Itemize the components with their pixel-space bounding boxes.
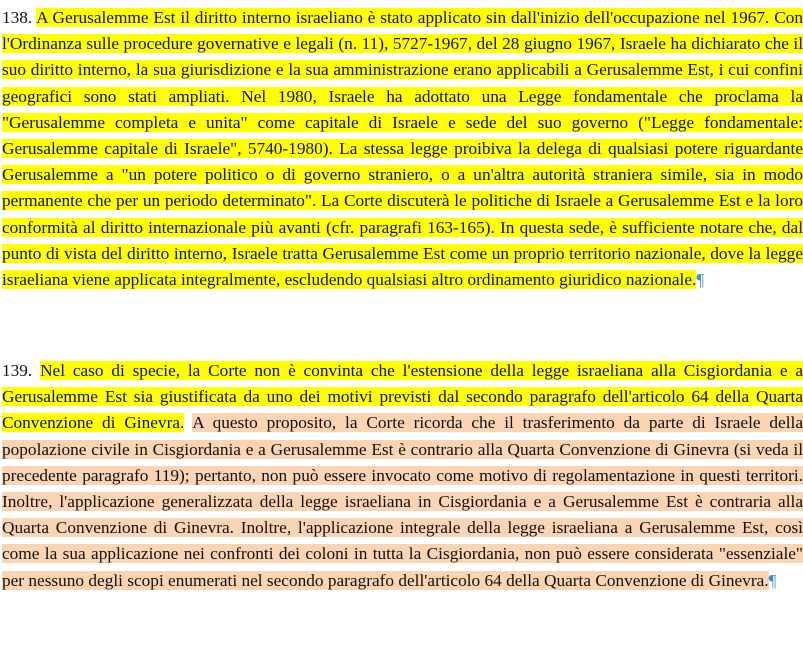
highlighted-text-yellow[interactable]: A Gerusalemme Est il diritto interno israeliano è stato applicato sin dall'inizio dell'occupazione nel 1967. Con l'Ordinanza sulle procedure governative e legali (n. 11), 5727-1967, del 28 giugno 1967, Israele ha dichiarato che il suo diritto interno, la sua giurisdizione e la sua amministrazione erano applicabili a Gerusalemme Est, i cui confini geografici sono stati ampliati. Nel 1980, Israele ha adottato una Legge fondamentale che proclama la "Gerusalemme completa e unita" come capitale di Israele e sede del suo governo ("Legge fondamentale: Gerusalemme capitale di Israele", 5740-1980). La stessa legge proibiva la delega di qualsiasi potere riguardante Gerusalemme a "un potere politico o di governo straniero, o a un'altra autorità straniera simile, sia in modo permanente che per un periodo determinato". La Corte discuterà le politiche di Israele a Gerusalemme Est e la loro conformità al diritto internazionale più avanti (cfr. paragrafi 163-165). In questa sede, è sufficiente notare che, dal punto di vista del diritto interno, Israele tratta Gerusalemme Est come un proprio territorio nazionale, dove la legge israeliana viene applicata integralmente, escludendo qualsiasi altro ordinamento giuridico nazionale. — [2, 8, 803, 290]
paragraph-139[interactable] — [2, 358, 803, 594]
highlighted-text-yellow[interactable]: Nel caso di specie, la Corte non è convinta che l'estensione della legge israeliana alla Cisgiordania e a Gerusalemme Est sia giustificata da uno dei motivi previsti dal secondo paragrafo dell'articolo 64 della Quarta Convenzione di Ginevra. — [2, 361, 803, 433]
pilcrow-mark: ¶ — [768, 570, 777, 590]
paragraph-138[interactable] — [2, 5, 803, 293]
paragraph-number: 138. — [2, 8, 33, 27]
paragraph-number: 139. — [2, 361, 33, 380]
highlighted-text-orange[interactable]: A questo proposito, la Corte ricorda che il trasferimento da parte di Israele della popolazione civile in Cisgiordania e a Gerusalemme Est è contrario alla Quarta Convenzione di Ginevra (si veda il precedente paragrafo 119); pertanto, non può essere invocato come motivo di regolamentazione in questi territori. Inoltre, l'applicazione generalizzata della legge israeliana in Cisgiordania e a Gerusalemme Est è contraria alla Quarta Convenzione di Ginevra. Inoltre, l'applicazione integrale della legge israeliana a Gerusalemme Est, così come la sua applicazione nei confronti dei coloni in tutta la Cisgiordania, non può essere considerata "essenziale" per nessuno degli scopi enumerati nel secondo paragrafo dell'articolo 64 della Quarta Convenzione di Ginevra. — [2, 413, 803, 590]
pilcrow-mark: ¶ — [696, 270, 705, 290]
